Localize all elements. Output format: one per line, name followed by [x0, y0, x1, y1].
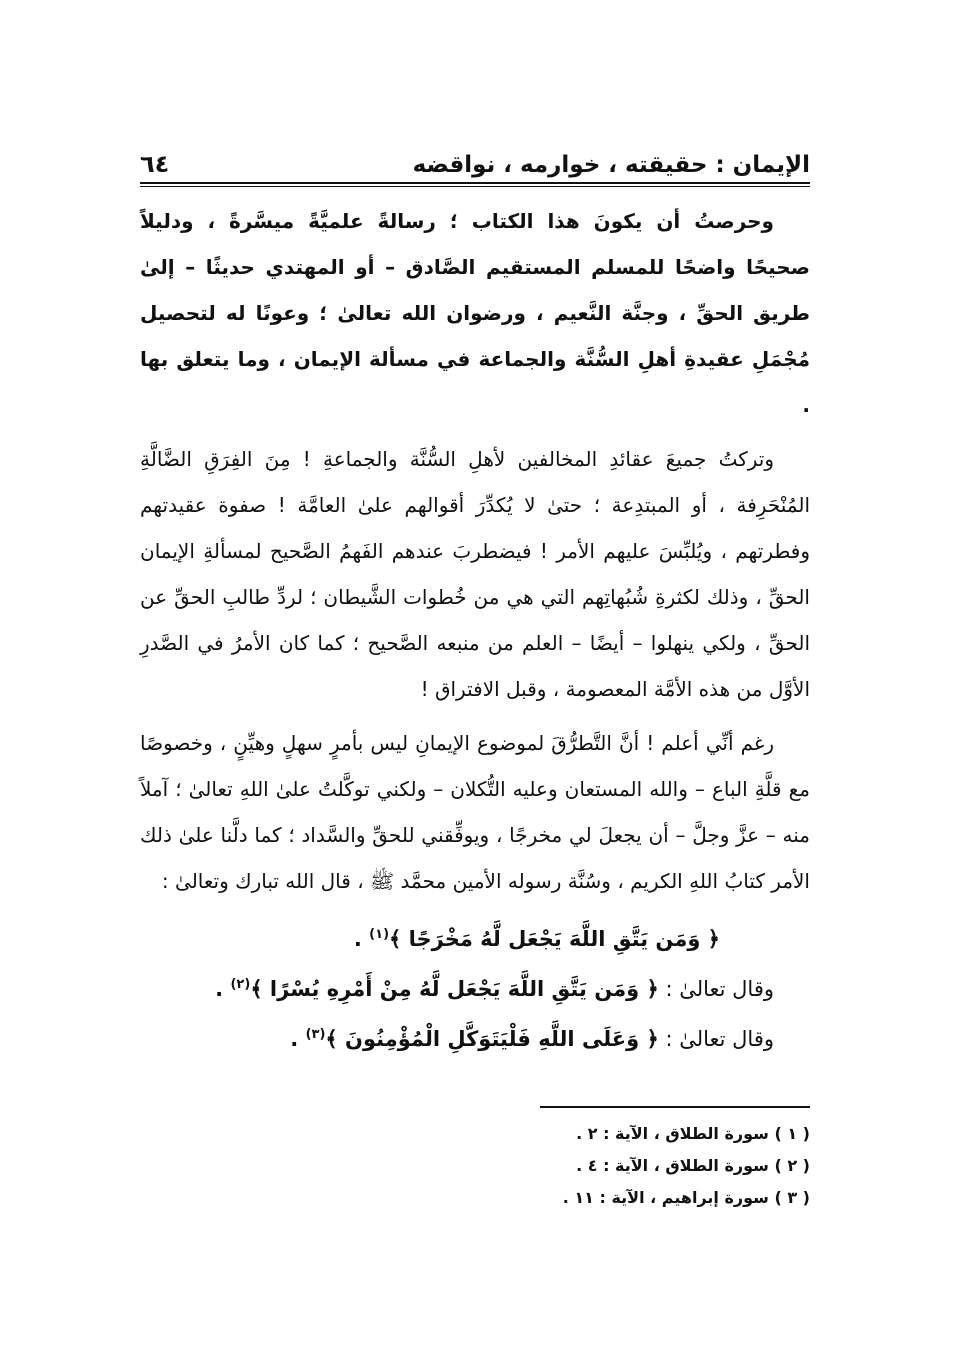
verse-3-prefix: وقال تعالىٰ :: [658, 1027, 774, 1051]
quran-verse-2: وقال تعالىٰ : ﴿ وَمَن يَتَّقِ اللَّهَ يَجْعَل لَّهُ مِنْ أَمْرِهِ يُسْرًا ﴾$^{(٢)}$ .: [215, 977, 774, 1001]
footnotes: [480, 1118, 810, 1214]
page-number: ٦٤: [140, 150, 170, 178]
paragraph-second: وتركتُ جميعَ عقائدِ المخالفين لأهلِ السُّنَّة والجماعةِ ! مِنَ الفِرَقِ الضَّالَّةِ المُنْحَرِفة ، أو المبتدِعة ؛ حتىٰ لا يُكدِّرَ أقوالهم علىٰ العامَّة ! صفوة عقيدتهم وفطرتهم ، ويُلبِّسَ عليهم الأمر ! فيضطربَ عندهم الفَهمُ الصَّحيح لمسألةِ الإيمان الحقِّ ، وذلك لكثرةِ شُبُهاتِهم التي هي من خُطوات الشَّيطان ؛ لردِّ طالبِ الحقِّ عن الحقِّ ، ولكي ينهلوا – أيضًا – العلم من منبعه الصَّحيح ؛ كما كان الأمرُ في الصَّدرِ الأوَّل من هذه الأمَّة المعصومة ، وقبل الافتراق !: [140, 447, 810, 701]
verse-3-ref: (٣): [305, 1027, 326, 1042]
verse-1-ref: (١): [369, 927, 390, 942]
footnote-1: ( ١ ) سورة الطلاق ، الآية : ٢ .: [576, 1124, 810, 1143]
header-rule: [140, 182, 810, 184]
verse-2-ref: (٢): [230, 977, 251, 992]
quran-verse-1: ﴿ وَمَن يَتَّقِ اللَّهَ يَجْعَل لَّهُ مَخْرَجًا ﴾$^{(١)}$ .: [353, 927, 720, 951]
main-text: [140, 198, 810, 1062]
verse-3-text: ﴿ وَعَلَى اللَّهِ فَلْيَتَوَكَّلِ الْمُؤْمِنُونَ ﴾: [325, 1027, 659, 1051]
verse-2-prefix: وقال تعالىٰ :: [658, 977, 774, 1001]
running-title: الإيمان : حقيقته ، خوارمه ، نواقضه: [412, 152, 810, 178]
footnote-2: ( ٢ ) سورة الطلاق ، الآية : ٤ .: [576, 1156, 810, 1175]
header-rule-thin: [140, 186, 810, 187]
paragraph-intro: وحرصتُ أن يكونَ هذا الكتاب ؛ رسالةً علميَّةً ميسَّرةً ، ودليلاً صحيحًا واضحًا للمسلم المستقيم الصَّادق – أو المهتدي حديثًا – إلىٰ طريق الحقِّ ، وجنَّة النَّعيم ، ورضوان الله تعالىٰ ؛ وعونًا له لتحصيل مُجْمَلِ عقيدةِ أهلِ السُّنَّة والجماعة في مسألة الإيمان ، وما يتعلق بها .: [140, 209, 810, 417]
footnote-3: ( ٣ ) سورة إبراهيم ، الآية : ١١ .: [562, 1188, 810, 1207]
verse-2-text: ﴿ وَمَن يَتَّقِ اللَّهَ يَجْعَل لَّهُ مِنْ أَمْرِهِ يُسْرًا ﴾: [250, 977, 659, 1001]
quran-verse-3: وقال تعالىٰ : ﴿ وَعَلَى اللَّهِ فَلْيَتَوَكَّلِ الْمُؤْمِنُونَ ﴾$^{(٣)}$ .: [290, 1027, 774, 1051]
verse-1-text: ﴿ وَمَن يَتَّقِ اللَّهَ يَجْعَل لَّهُ مَخْرَجًا ﴾: [389, 927, 720, 951]
paragraph-third: رغم أنِّي أعلم ! أنَّ التَّطرُّقَ لموضوع الإيمانِ ليس بأمرٍ سهلٍ وهيِّنٍ ، وخصوصًا مع قلَّةِ الباع – والله المستعان وعليه التُّكلان – ولكني توكَّلتُ علىٰ اللهِ تعالىٰ ؛ آملاً منه – عزَّ وجلَّ – أن يجعلَ لي مخرجًا ، ويوفِّقني للحقِّ والسَّداد ؛ كما دلَّنا علىٰ ذلك الأمر كتابُ اللهِ الكريم ، وسُنَّة رسوله الأمين محمَّد ﷺ ، قال الله تبارك وتعالىٰ :: [140, 731, 810, 893]
footnote-rule: [540, 1106, 810, 1108]
page-header: [140, 140, 810, 178]
